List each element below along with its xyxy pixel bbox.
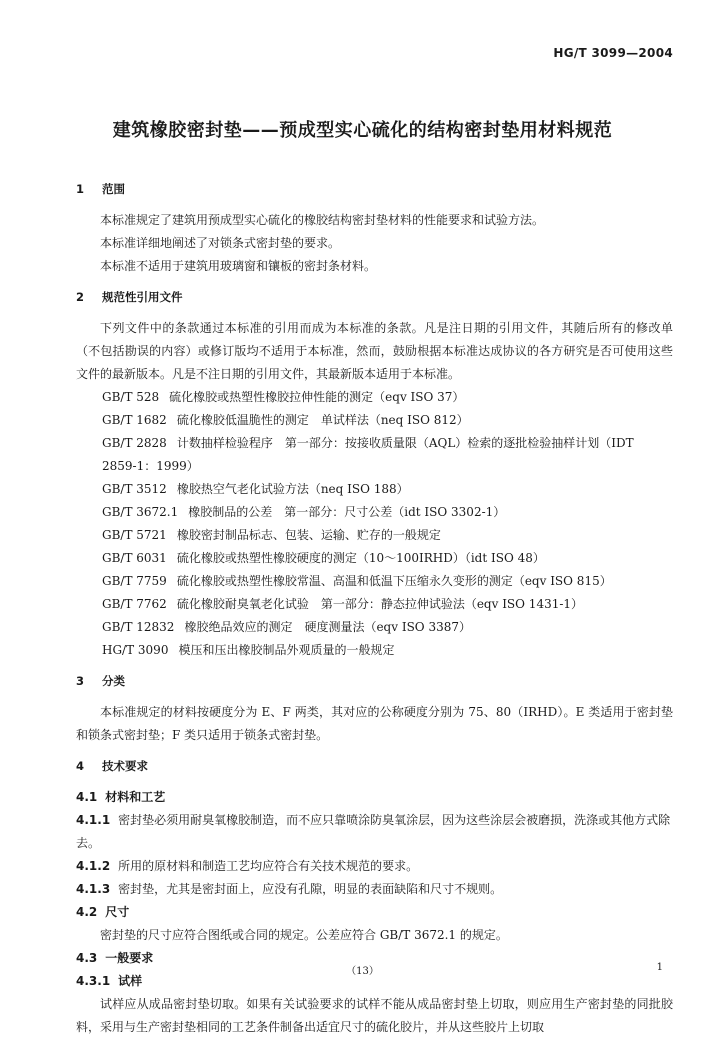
section-4-heading: 4 技术要求 bbox=[76, 759, 148, 773]
section-4-1-1: 4.1.1 密封垫必须用耐臭氧橡胶制造，而不应只靠喷涂防臭氧涂层，因为这些涂层会被磨损，洗涤或其他方式除去。 bbox=[76, 813, 671, 850]
section-2-intro: 下列文件中的条款通过本标准的引用而成为本标准的条款。凡是注日期的引用文件，其随后所有的修改单（不包括勘误的内容）或修订版均不适用于本标准，然而，鼓励根据本标准达成协议的各方研究是否可使用这些文件的最新版本。凡是不注日期的引用文件，其最新版本适用于本标准。 bbox=[76, 321, 673, 381]
section-4-1-heading: 4.1 材料和工艺 bbox=[76, 790, 166, 804]
section-4-1-2: 4.1.2 所用的原材料和制造工艺均应符合有关技术规范的要求。 bbox=[76, 859, 419, 873]
normative-references bbox=[76, 386, 673, 662]
document-title: 建筑橡胶密封垫——预成型实心硫化的结构密封垫用材料规范 bbox=[112, 120, 613, 141]
section-4-2-para: 密封垫的尺寸应符合图纸或合同的规定。公差应符合 GB/T 3672.1 的规定。 bbox=[100, 928, 508, 942]
reference-item: GB/T 5721 橡胶密封制品标志、包装、运输、贮存的一般规定 bbox=[102, 528, 441, 542]
section-1-heading: 1 范围 bbox=[76, 182, 125, 196]
reference-item: GB/T 7762 硫化橡胶耐臭氧老化试验 第一部分：静态拉伸试验法（eqv ISO 1431-1） bbox=[102, 597, 584, 611]
page-number: 1 bbox=[656, 962, 663, 973]
section-3-para: 本标准规定的材料按硬度分为 E、F 两类，其对应的公称硬度分别为 75、80（IRHD）。E 类适用于密封垫和锁条式密封垫；F 类只适用于锁条式密封垫。 bbox=[76, 705, 673, 742]
section-1-para-2: 本标准详细地阐述了对锁条式密封垫的要求。 bbox=[100, 236, 341, 250]
reference-item: GB/T 3672.1 橡胶制品的公差 第一部分：尺寸公差（idt ISO 3302-1） bbox=[102, 505, 506, 519]
section-3-heading: 3 分类 bbox=[76, 674, 125, 688]
reference-item: GB/T 7759 硫化橡胶或热塑性橡胶常温、高温和低温下压缩永久变形的测定（eqv ISO 815） bbox=[102, 574, 612, 588]
section-1-para-3: 本标准不适用于建筑用玻璃窗和镶板的密封条材料。 bbox=[100, 259, 377, 273]
reference-item: GB/T 2828 计数抽样检验程序 第一部分：按接收质量限（AQL）检索的逐批检验抽样计划（IDT bbox=[102, 436, 634, 450]
reference-item: GB/T 3512 橡胶热空气老化试验方法（neq ISO 188） bbox=[102, 482, 409, 496]
section-1-para-1: 本标准规定了建筑用预成型实心硫化的橡胶结构密封垫材料的性能要求和试验方法。 bbox=[100, 213, 545, 227]
section-4-3-1-heading: 4.3.1 试样 bbox=[76, 974, 143, 988]
section-4-3-1-para: 试样应从成品密封垫切取。如果有关试验要求的试样不能从成品密封垫上切取，则应用生产密封垫的同批胶料，采用与生产密封垫相同的工艺条件制备出适宜尺寸的硫化胶片，并从这些胶片上切取 bbox=[76, 997, 673, 1034]
standard-code: HG/T 3099—2004 bbox=[553, 46, 673, 60]
reference-item: GB/T 6031 硫化橡胶或热塑性橡胶硬度的测定（10～100IRHD）（idt ISO 48） bbox=[102, 551, 545, 565]
section-4-3-heading: 4.3 一般要求 bbox=[76, 951, 154, 965]
reference-item-continued: 2859-1：1999） bbox=[102, 459, 199, 473]
document-body bbox=[76, 178, 673, 1039]
section-2-heading: 2 规范性引用文件 bbox=[76, 290, 183, 304]
reference-item: GB/T 1682 硫化橡胶低温脆性的测定 单试样法（neq ISO 812） bbox=[102, 413, 469, 427]
section-4-1-3: 4.1.3 密封垫，尤其是密封面上，应没有孔隙，明显的表面缺陷和尺寸不规则。 bbox=[76, 882, 503, 896]
reference-item: GB/T 528 硫化橡胶或热塑性橡胶拉伸性能的测定（eqv ISO 37） bbox=[102, 390, 465, 404]
section-4-2-heading: 4.2 尺寸 bbox=[76, 905, 130, 919]
reference-item: GB/T 12832 橡胶绝品效应的测定 硬度测量法（eqv ISO 3387） bbox=[102, 620, 471, 634]
footer-sequence: （13） bbox=[346, 966, 379, 977]
reference-item: HG/T 3090 模压和压出橡胶制品外观质量的一般规定 bbox=[102, 643, 395, 657]
